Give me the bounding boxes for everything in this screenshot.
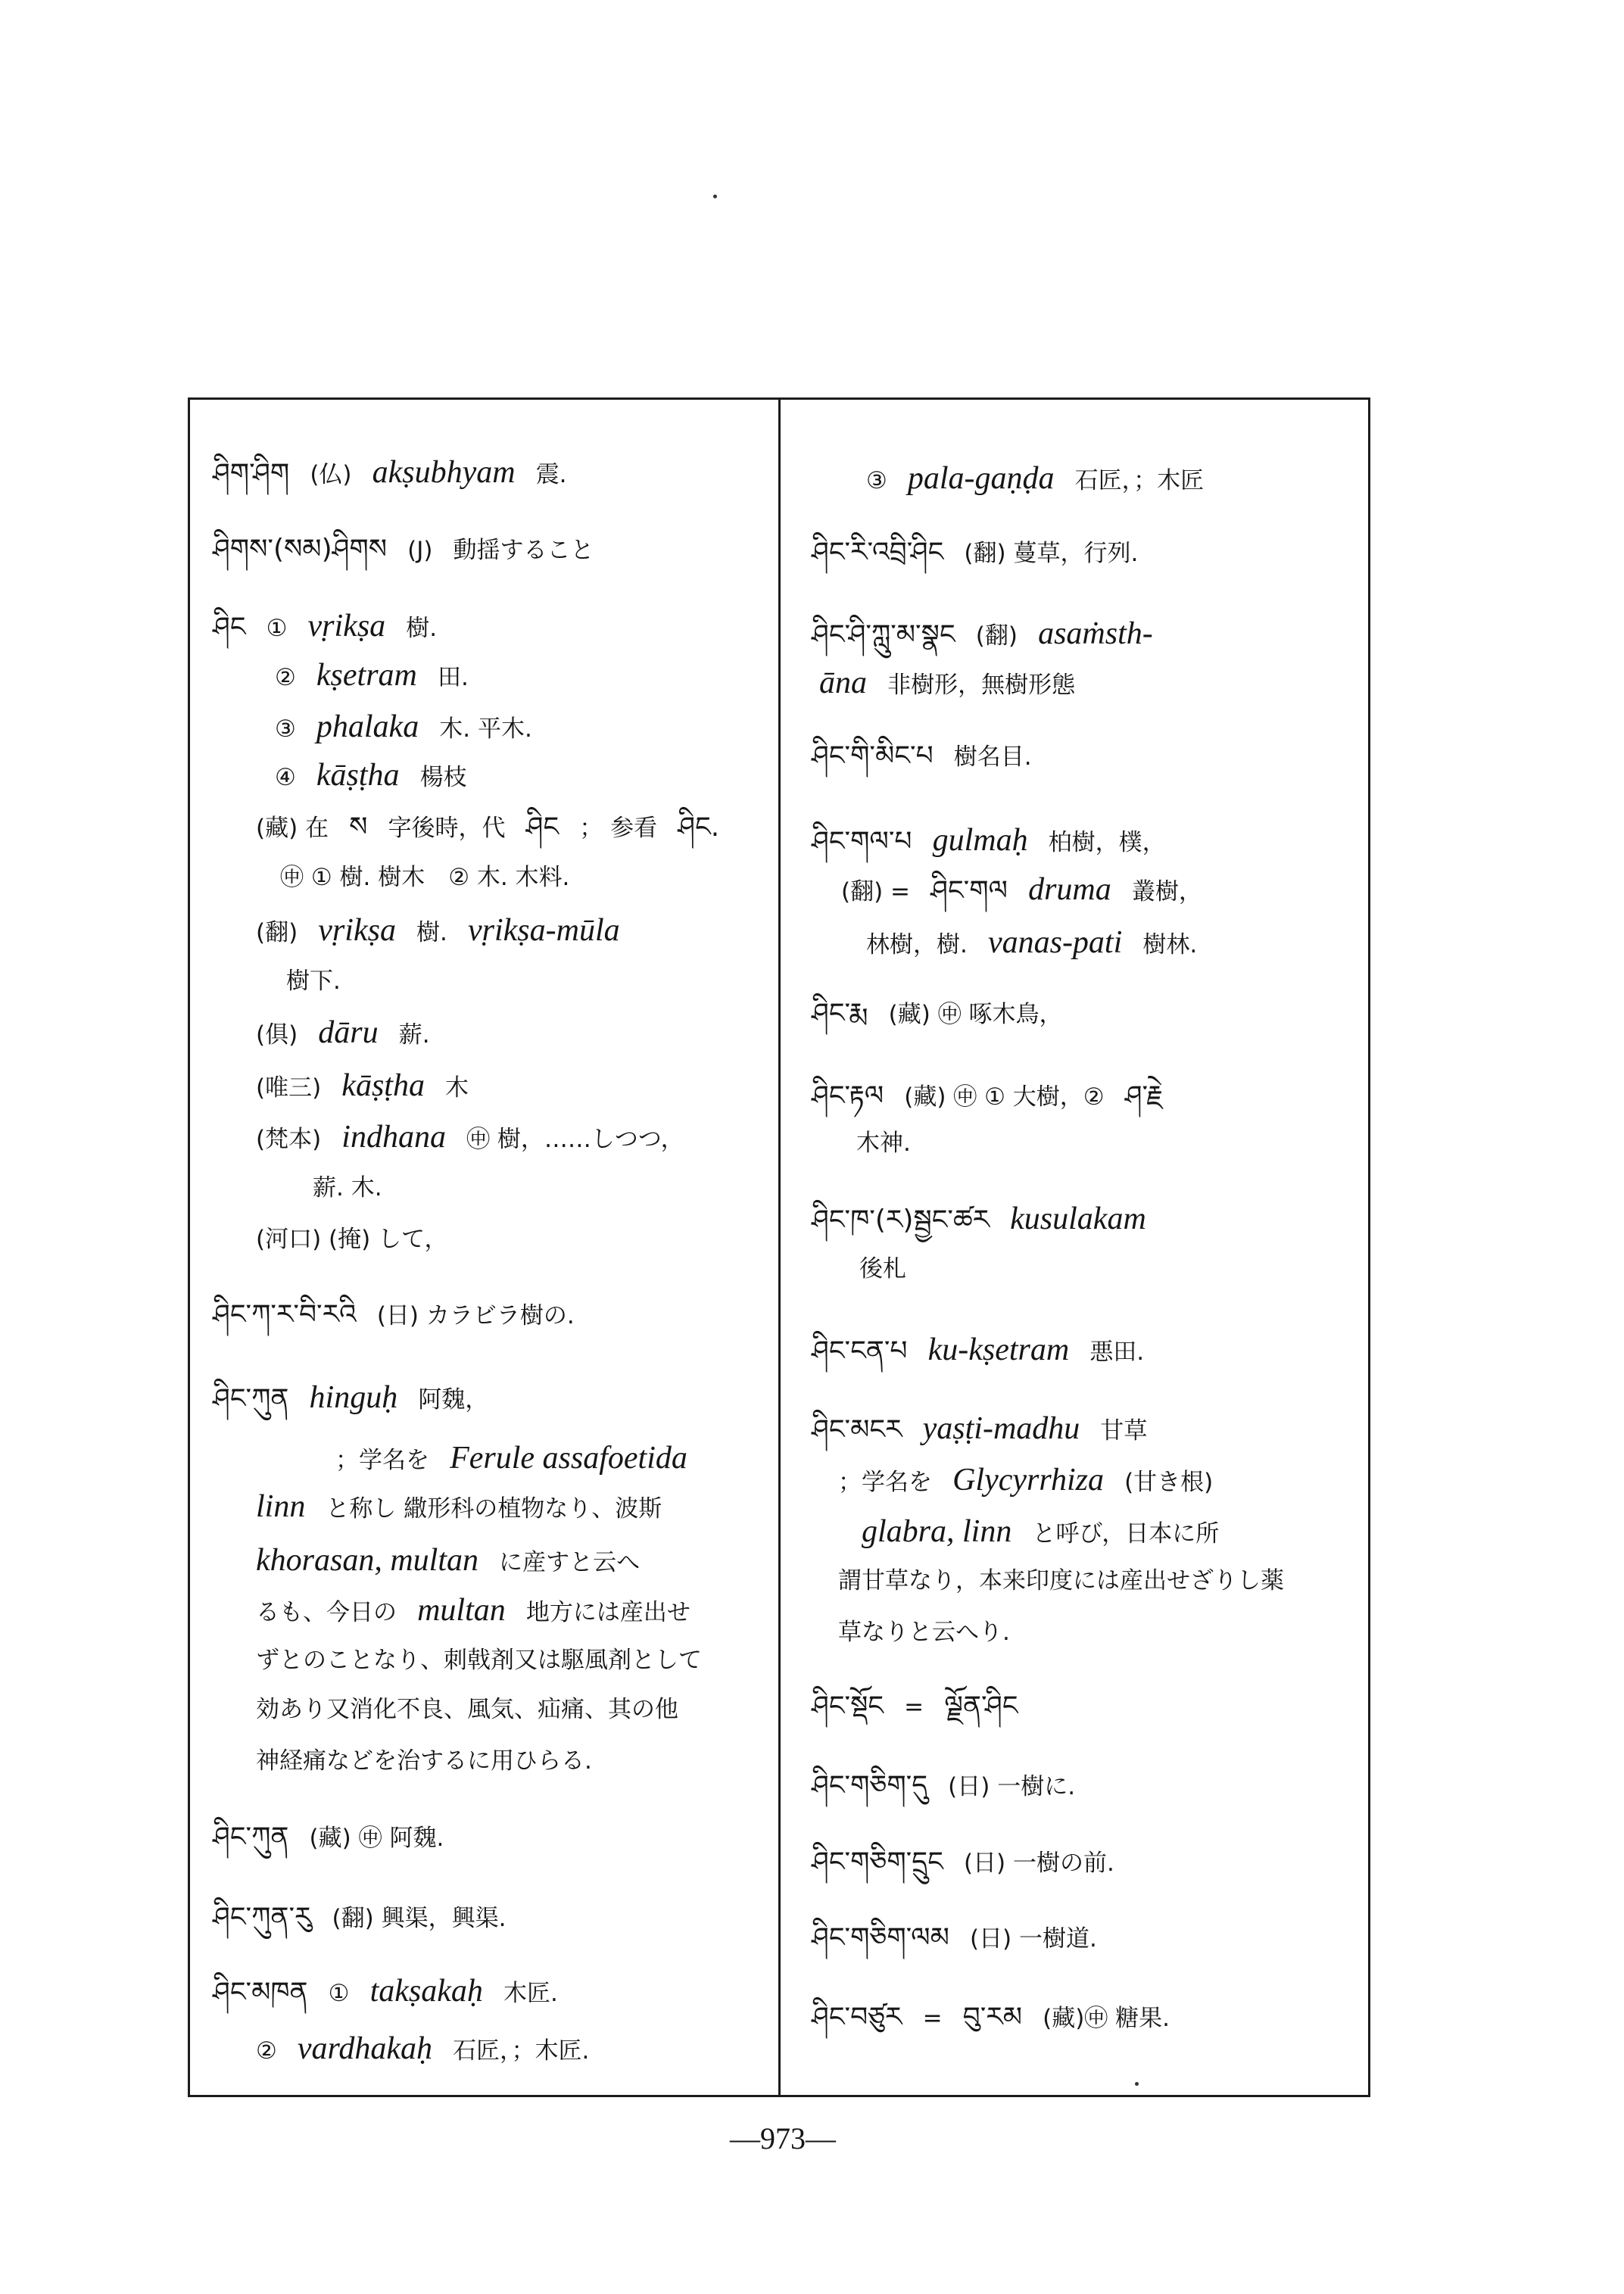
tibetan-term: ཤིང་སྡོང [812,1691,884,1722]
gloss-text: 叢樹， [1131,878,1202,905]
tibetan-term: ཤིང་ཁ་(ར)སྦྱང་ཚར [812,1205,990,1236]
entry-continuation [256,809,719,846]
romanized-term: vṛikṣa [318,913,396,948]
gloss-text: (翻) 蔓草，行列. [964,540,1139,567]
entry-continuation [335,1439,687,1477]
tibetan-term: ཤིང. [678,812,720,843]
tibetan-term: ཤིང་རྟལ [812,1080,884,1111]
dictionary-entry [812,1077,1163,1115]
gloss-text: ずとのことなり、刺戟剤又は駆風剤として [256,1647,702,1674]
tibetan-term: ཤིང་ངན་པ [812,1336,908,1367]
gloss-text: 樹下. [286,968,341,995]
tibetan-term: ཤིང་ཀུན [213,1822,289,1853]
gloss-text: 田. [437,664,469,691]
dictionary-entry [213,1899,506,1937]
romanized-term: Glycyrrhiza [952,1463,1104,1498]
gloss-text: 草なりと云へり. [838,1619,1010,1646]
gloss-text: (翻) = [841,878,911,905]
tibetan-term: ཤིང་མཁན [213,1977,308,2008]
romanized-term: linn [256,1489,306,1524]
gloss-text: 木. 平木. [439,715,532,743]
dictionary-entry [812,1999,1170,2037]
gloss-text: (日) 一樹道. [969,1925,1097,1953]
entry-continuation [256,1488,662,1526]
romanized-term: hinguḥ [309,1380,398,1415]
gloss-text: (梵本) [256,1126,322,1153]
scan-speck [1135,2082,1139,2086]
page-number: —973— [730,2121,836,2155]
entry-continuation [856,1124,911,1162]
gloss-text: 樹名目. [953,743,1032,771]
entry-continuation [313,1169,382,1207]
romanized-term: yaṣṭi-madhu [922,1411,1080,1446]
entry-continuation [866,460,1204,497]
entry-continuation [286,962,341,1000]
dictionary-entry [812,1200,1146,1238]
gloss-text: ㊥ 樹，……しつつ， [466,1126,684,1153]
gloss-text: 謂甘草なり，本来印度には産出せざりし薬 [838,1567,1284,1594]
entry-continuation [256,1541,640,1579]
romanized-term: gulmaḥ [932,823,1028,858]
gloss-text: ；学名を [335,1447,429,1474]
entry-continuation [256,1641,702,1679]
entry-continuation [838,1613,1010,1651]
gloss-text: 字後時，代 [388,815,506,842]
gloss-text: (藏) 在 [256,815,329,842]
dictionary-frame [188,397,1370,2097]
entry-continuation [275,708,532,746]
tibetan-term: ཤིང་རྨ [812,998,868,1029]
gloss-text: (藏)㊥ 糖果. [1043,2005,1170,2032]
dictionary-entry [812,1331,1144,1369]
gloss-text: (甘き根) [1124,1469,1214,1496]
dictionary-entry [213,1819,444,1856]
romanized-term: indhana [341,1120,446,1155]
romanized-term: kāṣṭha [341,1068,425,1103]
tibetan-term: ཤ་རྗེ [1124,1080,1164,1111]
romanized-term: asaṁsth- [1038,616,1153,651]
romanized-term: phalaka [316,709,419,744]
tibetan-term: ཤིང་རི་འབྲི་ཤིང [812,537,944,568]
romanized-term: druma [1028,872,1111,907]
gloss-text: ① [328,1980,350,2007]
gloss-text: ④ [275,764,296,791]
gloss-text: (藏) ㊥ ① 大樹，② [904,1083,1105,1111]
gloss-text: 石匠，；木匠 [1074,467,1205,494]
gloss-text: 神経痛などを治するに用ひらる. [256,1747,592,1775]
gloss-text: ； 参看 [579,815,658,842]
gloss-text: 楊枝 [419,764,467,791]
entry-continuation [838,1461,1213,1499]
romanized-term: āna [819,665,867,700]
gloss-text: ㊥ ① 樹. 樹木 ② 木. 木料. [280,864,570,891]
dictionary-entry [812,534,1138,572]
gloss-text: = [904,1694,924,1721]
dictionary-entry [213,1379,488,1417]
entry-continuation [256,1014,430,1052]
tibetan-term: ཤིག་ཤིག [213,458,290,489]
romanized-term: vardhakaḥ [297,2031,432,2066]
entry-continuation [256,1118,684,1156]
entry-continuation [256,1067,469,1105]
romanized-term: multan [417,1593,506,1628]
romanized-term: dāru [318,1015,379,1050]
gloss-text: 木匠. [503,1980,558,2007]
tibetan-term: ས [349,812,368,843]
gloss-text: 震. [535,461,567,488]
gloss-text: 柏樹，樸， [1048,829,1166,856]
gloss-text: 甘草 [1100,1417,1148,1445]
tibetan-term: ཤིང་གཅིག་དུ [812,1770,928,1801]
dictionary-entry [812,995,1063,1033]
tibetan-term: ཤིང་མངར [812,1414,902,1445]
entry-continuation [819,664,1075,702]
entry-continuation [841,871,1202,909]
gloss-text: 木 [445,1074,469,1102]
entry-continuation [275,756,467,794]
tibetan-term: ཤིགས་(སམ)ཤིགས [213,534,388,565]
tibetan-term: ཤིང་ཤི་ཀླུ་མ་སྣང [812,619,955,650]
romanized-term: vṛikṣa-mūla [468,913,620,948]
romanized-term: Ferule assafoetida [450,1441,687,1476]
romanized-term: ku-kṣetram [927,1332,1070,1367]
entry-continuation [256,912,620,949]
gloss-text: 効あり又消化不良、風気、疝痛、其の他 [256,1696,678,1723]
gloss-text: (藏) ㊥ 阿魏. [309,1825,444,1852]
gloss-text: 林樹，樹. [866,931,968,958]
tibetan-term: ཤིང་ཀུན [213,1383,289,1414]
tibetan-term: ཤིང་བཙུར [812,2002,902,2033]
tibetan-term: ཤིང་གལ་པ [812,826,912,857]
dictionary-entry [812,821,1166,859]
gloss-text: (翻) [975,622,1018,650]
gloss-text: (J) [407,537,433,564]
dictionary-entry [213,531,594,569]
gloss-text: 悪田. [1089,1339,1145,1366]
dictionary-entry [812,1919,1097,1957]
romanized-term: kṣetram [316,658,417,693]
gloss-text: 樹. [406,615,438,642]
gloss-text: 後札 [859,1255,906,1283]
dictionary-entry [812,737,1032,775]
dictionary-entry [812,1767,1075,1805]
gloss-text: (藏) ㊥ 啄木鳥， [888,1001,1063,1028]
gloss-text: と呼び，日本に所 [1032,1520,1220,1548]
scan-speck [713,195,717,198]
dictionary-entry [812,1688,1018,1725]
gloss-text: = [922,2005,943,2032]
romanized-term: pala-gaṇḍa [907,461,1055,496]
dictionary-entry [812,1844,1114,1881]
gloss-text: (河口) (掩) して， [256,1226,448,1253]
entry-continuation [256,1591,690,1629]
romanized-term: kusulakam [1010,1202,1146,1236]
entry-continuation [256,1691,678,1728]
gloss-text: 樹林. [1142,931,1198,958]
romanized-term: takṣakaḥ [369,1974,483,2009]
entry-continuation [275,656,469,694]
gloss-text: (日) 一樹の前. [963,1850,1114,1877]
gloss-text: に産すと云へ [499,1549,641,1576]
gloss-text: (仏) [310,461,352,488]
romanized-term: kāṣṭha [316,758,400,793]
romanized-term: akṣubhyam [372,455,516,490]
dictionary-entry [213,454,567,491]
dictionary-entry [213,1296,575,1334]
tibetan-term: ཤིང་གཅིག་ལམ [812,1922,949,1953]
gloss-text: ；学名を [838,1469,932,1496]
gloss-text: るも、今日の [256,1599,397,1626]
entry-continuation [256,1742,592,1780]
gloss-text: 薪. 木. [313,1174,382,1202]
gloss-text: 動揺すること [453,537,594,564]
gloss-text: (唯三) [256,1074,322,1102]
gloss-text: と称し 繖形科の植物なり、波斯 [326,1495,662,1523]
right-column [781,400,1368,2095]
romanized-term: vṛikṣa [307,609,386,644]
dictionary-entry [812,1410,1147,1448]
gloss-text: ① [266,615,288,642]
gloss-text: (俱) [256,1021,298,1049]
tibetan-term: ཤིང་གཅིག་དྲུང [812,1847,943,1878]
gloss-text: 阿魏， [418,1386,489,1413]
romanized-term: khorasan, multan [256,1543,478,1578]
tibetan-term: ཤིང [525,812,560,843]
entry-continuation [859,1250,906,1288]
gloss-text: ③ [275,715,296,743]
tibetan-term: ལྗོན་ཤིང [944,1691,1018,1722]
gloss-text: 非樹形，無樹形態 [887,672,1076,699]
gloss-text: 薪. [398,1021,430,1049]
gloss-text: ③ [866,467,887,494]
gloss-text: 地方には産出せ [525,1599,690,1626]
dictionary-entry [812,615,1153,653]
gloss-text: ② [275,664,296,691]
gloss-text: 木神. [856,1130,911,1157]
dictionary-entry [213,607,437,645]
tibetan-term: བུ་རམ [962,2002,1022,2033]
entry-continuation [838,1562,1284,1600]
gloss-text: 石匠，；木匠. [453,2037,590,2065]
gloss-text: (日) 一樹に. [948,1773,1076,1800]
tibetan-term: ཤིང་ཀུན་རུ [213,1902,312,1933]
gloss-text: (翻) 興渠，興渠. [332,1905,507,1932]
gloss-text: ② [256,2037,277,2065]
entry-continuation [256,2030,589,2068]
dictionary-entry [213,1972,558,2010]
tibetan-term: ཤིང་གི་མིང་པ [812,740,934,771]
gloss-text: 樹. [416,919,447,946]
entry-continuation [866,924,1197,962]
entry-continuation [280,859,569,896]
gloss-text: (翻) [256,919,298,946]
entry-continuation [256,1220,447,1258]
tibetan-term: ཤིང་གལ [930,875,1008,906]
romanized-term: vanas-pati [987,925,1123,960]
left-column [190,400,778,2095]
gloss-text: (日) カラビラ樹の. [376,1302,575,1329]
tibetan-term: ཤིང [213,612,246,643]
tibetan-term: ཤིང་ཀ་ར་བི་རའི [213,1299,357,1330]
entry-continuation [862,1513,1219,1551]
romanized-term: glabra, linn [862,1514,1012,1549]
